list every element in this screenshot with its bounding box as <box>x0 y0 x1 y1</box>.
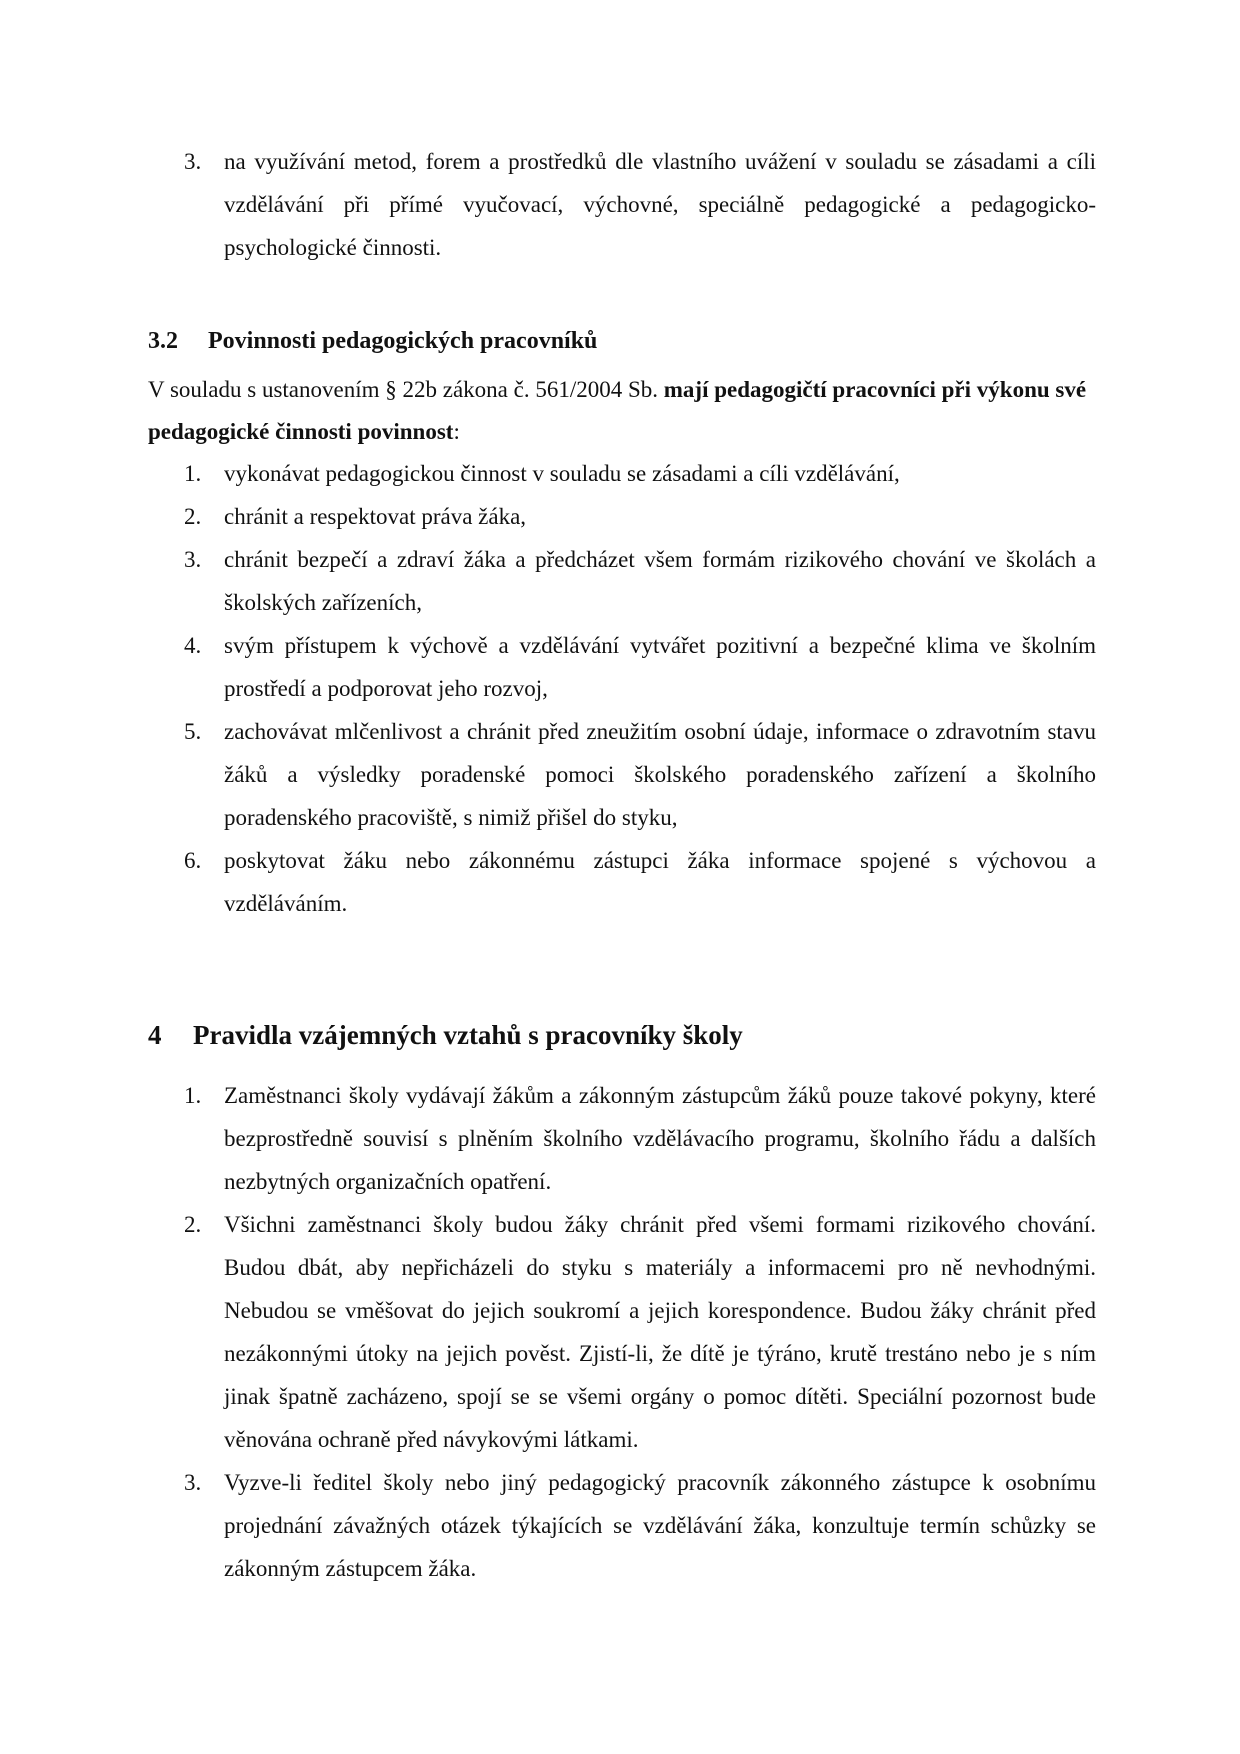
section-heading-3-2 <box>148 326 597 356</box>
list-item-number: 3. <box>184 149 202 174</box>
list-item-text: Zaměstnanci školy vydávají žákům a zákonným zástupcům žáků pouze takové pokyny, které bezprostředně souvisí s plněním školního vzdělávacího programu, školního řádu a dalších nezbytných organizačních opatření. <box>224 1083 1096 1194</box>
list-item <box>148 1461 1096 1590</box>
list-item-text: na využívání metod, forem a prostředků dle vlastního uvážení v souladu se zásadami a cíli vzdělávání při přímé vyučovací, výchovné, speciálně pedagogické a pedagogicko-psychologické činnosti. <box>224 149 1096 260</box>
list-item <box>148 495 1096 538</box>
list-item-number: 1. <box>184 461 202 486</box>
intro-plain-text: V souladu s ustanovením § 22b zákona č. 561/2004 Sb. <box>148 377 658 402</box>
section-number: 4 <box>148 1020 162 1050</box>
list-item <box>148 1203 1096 1461</box>
list-item <box>148 1074 1096 1203</box>
list-item-text: svým přístupem k výchově a vzdělávání vytvářet pozitivní a bezpečné klima ve školním prostředí a podporovat jeho rozvoj, <box>224 633 1096 701</box>
continuation-list <box>148 140 1096 269</box>
list-item <box>148 452 1096 495</box>
list-item-number: 2. <box>184 1212 202 1237</box>
list-item-number: 1. <box>184 1083 202 1108</box>
section-number: 3.2 <box>148 328 178 354</box>
list-item-number: 6. <box>184 848 202 873</box>
list-item <box>148 839 1096 925</box>
intro-paragraph <box>148 369 1096 453</box>
list-item-text: chránit a respektovat práva žáka, <box>224 504 527 529</box>
list-item-number: 4. <box>184 633 202 658</box>
section-title: Povinnosti pedagogických pracovníků <box>208 328 598 354</box>
list-item-text: Všichni zaměstnanci školy budou žáky chránit před všemi formami rizikového chování. Budou dbát, aby nepřicházeli do styku s materiály a informacemi pro ně nevhodnými. Nebudou se vměšovat do jejich soukromí a jejich korespondence. Budou žáky chránit před nezákonnými útoky na jejich pověst. Zjistí-li, že dítě je týráno, krutě trestáno nebo je s ním jinak špatně zacházeno, spojí se se všemi orgány o pomoc dítěti. Speciální pozornost bude věnována ochraně před návykovými látkami. <box>224 1212 1096 1452</box>
list-item-number: 2. <box>184 504 202 529</box>
intro-bold-text: mají pedagogičtí pracovníci při výkonu své pedagogické činnosti povinnost <box>148 377 1087 444</box>
section-title: Pravidla vzájemných vztahů s pracovníky školy <box>193 1020 743 1050</box>
list-item <box>148 140 1096 269</box>
list-item <box>148 538 1096 624</box>
list-item-text: vykonávat pedagogickou činnost v souladu se zásadami a cíli vzdělávání, <box>224 461 900 486</box>
intro-colon: : <box>453 419 460 444</box>
list-item-text: Vyzve-li ředitel školy nebo jiný pedagogický pracovník zákonného zástupce k osobnímu projednání závažných otázek týkajících se vzdělávání žáka, konzultuje termín schůzky se zákonným zástupcem žáka. <box>224 1470 1096 1581</box>
list-item-text: chránit bezpečí a zdraví žáka a předcházet všem formám rizikového chování ve školách a školských zařízeních, <box>224 547 1096 615</box>
list-item-number: 3. <box>184 547 202 572</box>
list-item <box>148 710 1096 839</box>
list-item-number: 5. <box>184 719 202 744</box>
rules-list <box>148 1074 1096 1590</box>
obligations-list <box>148 452 1096 925</box>
list-item-text: poskytovat žáku nebo zákonnému zástupci žáka informace spojené s výchovou a vzděláváním. <box>224 848 1096 916</box>
section-heading-4 <box>148 1018 743 1052</box>
list-item-text: zachovávat mlčenlivost a chránit před zneužitím osobní údaje, informace o zdravotním stavu žáků a výsledky poradenské pomoci školského poradenského zařízení a školního poradenského pracoviště, s nimiž přišel do styku, <box>224 719 1096 830</box>
list-item <box>148 624 1096 710</box>
list-item-number: 3. <box>184 1470 202 1495</box>
